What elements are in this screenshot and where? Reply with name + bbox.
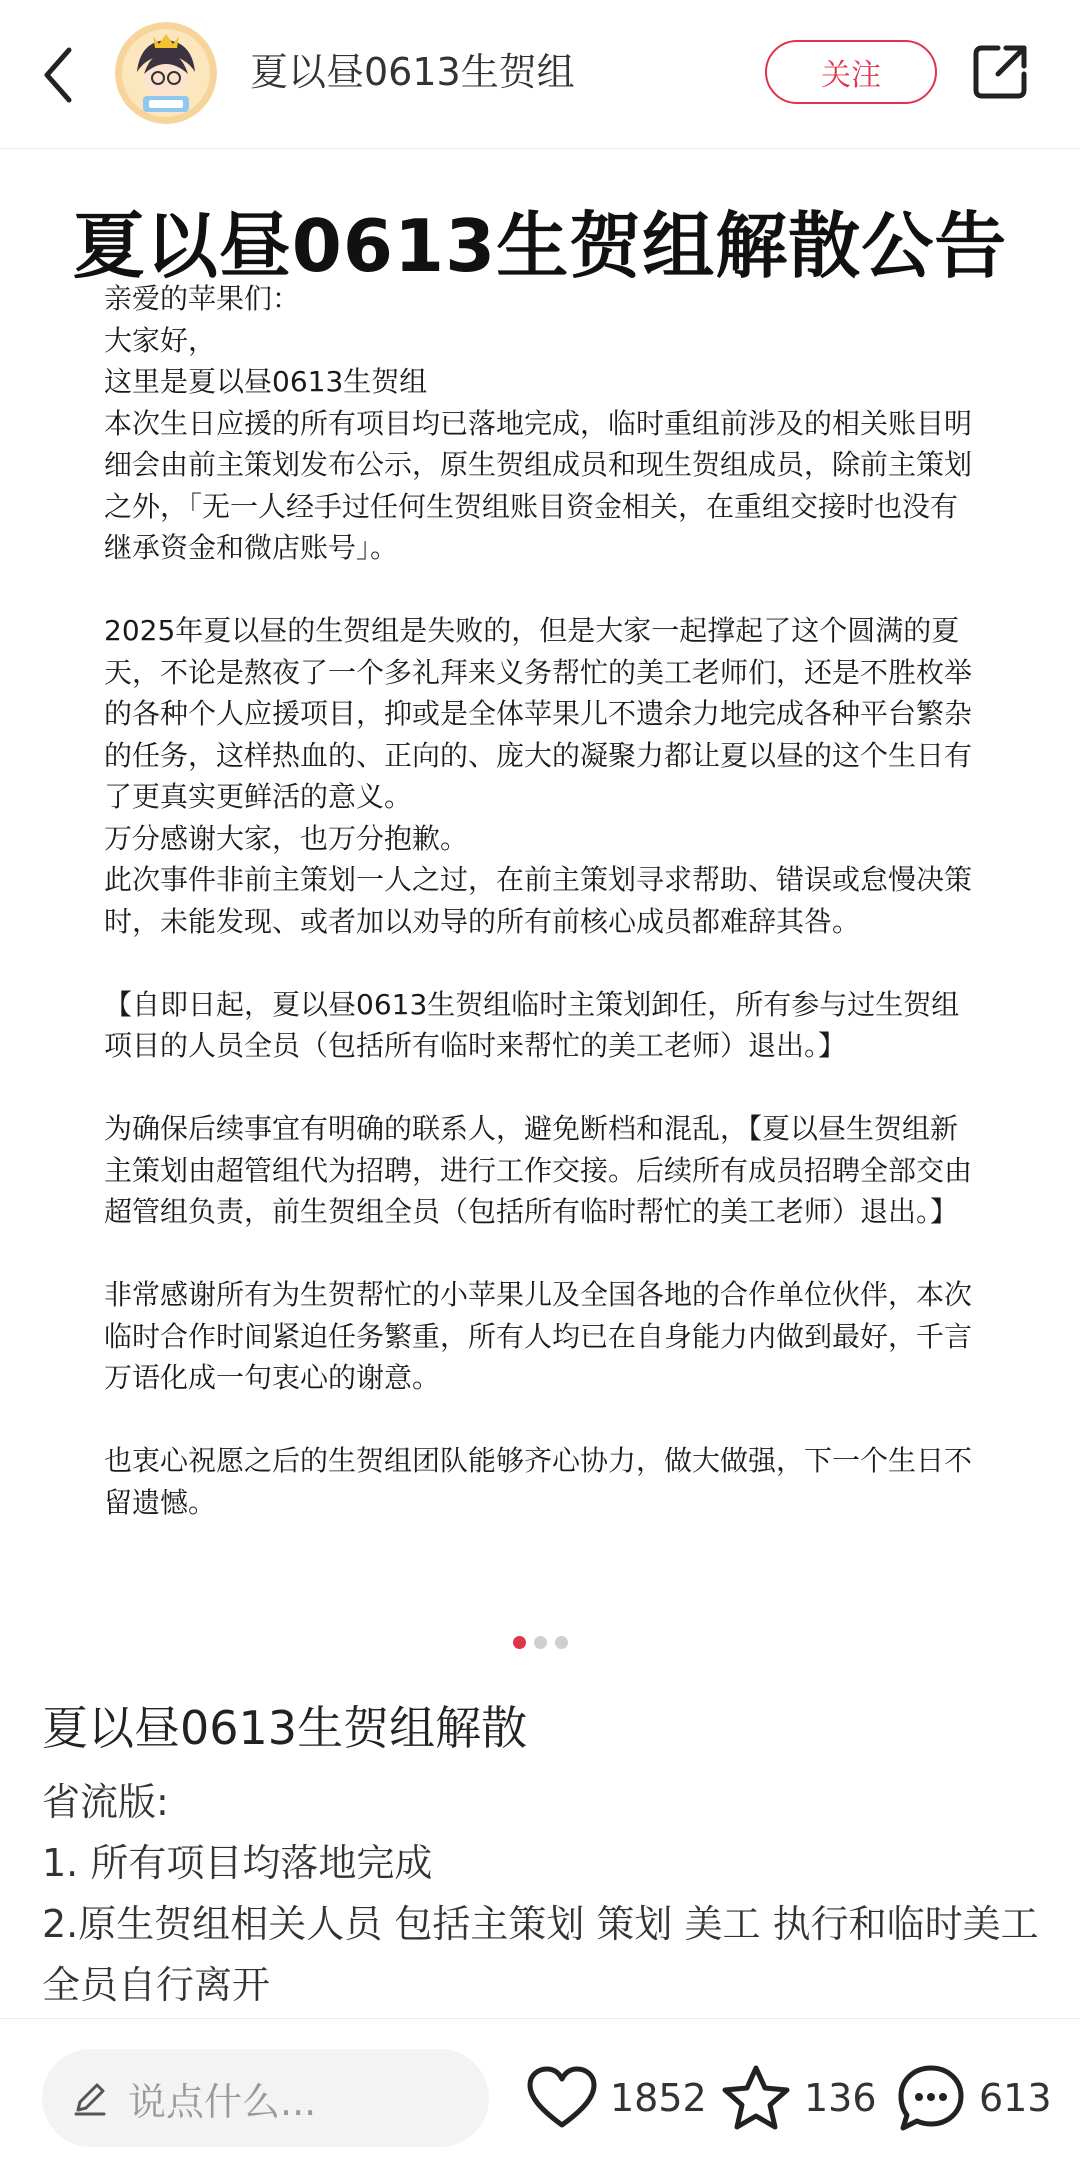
announcement-paragraph: 此次事件非前主策划一人之过，在前主策划寻求帮助、错误或怠慢决策时，未能发现、或者加以劝导的所有前核心成员都难辞其咎。 (104, 863, 973, 938)
announcement-title: 夏以昼0613生贺组解散公告 (72, 204, 1008, 288)
like-count: 1852 (610, 2076, 707, 2120)
carousel-dot[interactable] (534, 1636, 547, 1649)
comment-bubble-icon (895, 2062, 967, 2134)
heart-icon (526, 2065, 598, 2131)
announcement-paragraph: 大家好， (104, 323, 217, 357)
share-icon (970, 40, 1032, 102)
carousel-dot[interactable] (555, 1636, 568, 1649)
chevron-left-icon (41, 46, 75, 104)
post-title: 夏以昼0613生贺组解散 (42, 1701, 528, 1755)
author-avatar[interactable] (115, 22, 217, 124)
post-line: 2.原生贺组相关人员 包括主策划 策划 美工 执行和临时美工 全员自行离开 (42, 1902, 1039, 2007)
post-image-card[interactable] (0, 150, 1080, 1650)
back-button[interactable] (30, 40, 86, 110)
comment-button[interactable] (895, 2053, 1052, 2143)
author-name[interactable]: 夏以昼0613生贺组 (250, 50, 575, 94)
paragraph-gap (104, 942, 984, 984)
carousel-indicator (0, 1636, 1080, 1649)
pencil-icon (70, 2078, 110, 2118)
announcement-paragraph: 万分感谢大家，也万分抱歉。 (104, 821, 469, 855)
favorite-button[interactable] (720, 2053, 877, 2143)
top-bar (0, 0, 1080, 149)
share-button[interactable] (970, 40, 1032, 102)
announcement-paragraph: 非常感谢所有为生贺帮忙的小苹果儿及全国各地的合作单位伙伴，本次临时合作时间紧迫任务繁重，所有人均已在自身能力内做到最好，千言万语化成一句衷心的谢意。 (104, 1278, 973, 1394)
paragraph-gap (104, 569, 984, 611)
bottom-action-bar (0, 2018, 1080, 2176)
paragraph-gap (104, 1233, 984, 1275)
announcement-body (104, 278, 984, 1523)
announcement-paragraph: 也衷心祝愿之后的生贺组团队能够齐心协力，做大做强，下一个生日不留遗憾。 (104, 1444, 973, 1519)
comment-input[interactable] (42, 2049, 489, 2147)
star-icon (720, 2063, 792, 2133)
announcement-paragraph: 【自即日起，夏以昼0613生贺组临时主策划卸任，所有参与过生贺组项目的人员全员（包括所有临时来帮忙的美工老师）退出。】 (104, 987, 960, 1062)
carousel-dot-active[interactable] (513, 1636, 526, 1649)
follow-button[interactable]: 关注 (765, 40, 937, 104)
paragraph-gap (104, 1399, 984, 1441)
post-body (42, 1772, 1042, 2016)
announcement-paragraph: 本次生日应援的所有项目均已落地完成，临时重组前涉及的相关账目明细会由前主策划发布公示，原生贺组成员和现生贺组成员，除前主策划之外，「无一人经手过任何生贺组账目资金相关，在重组交接时也没有继承资金和微店账号」。 (104, 406, 973, 564)
post-line: 1. 所有项目均落地完成 (42, 1841, 433, 1885)
favorite-count: 136 (804, 2076, 877, 2120)
post-line: 省流版: (42, 1780, 169, 1824)
announcement-paragraph: 2025年夏以昼的生贺组是失败的，但是大家一起撑起了这个圆满的夏天，不论是熬夜了一个多礼拜来义务帮忙的美工老师们，还是不胜枚举的各种个人应援项目，抑或是全体苹果儿不遗余力地完成各种平台繁杂的任务，这样热血的、正向的、庞大的凝聚力都让夏以昼的这个生日有了更真实更鲜活的意义。 (104, 614, 973, 813)
announcement-paragraph: 亲爱的苹果们： (104, 282, 301, 315)
comment-placeholder: 说点什么... (128, 2079, 317, 2124)
avatar-image-icon (115, 22, 217, 124)
announcement-paragraph: 为确保后续事宜有明确的联系人，避免断档和混乱，【夏以昼生贺组新主策划由超管组代为招聘，进行工作交接。后续所有成员招聘全部交由超管组负责，前生贺组全员（包括所有临时帮忙的美工老师）退出。】 (104, 1112, 973, 1228)
like-button[interactable] (526, 2053, 707, 2143)
comment-count: 613 (979, 2076, 1052, 2120)
announcement-paragraph: 这里是夏以昼0613生贺组 (104, 365, 428, 398)
paragraph-gap (104, 1067, 984, 1109)
